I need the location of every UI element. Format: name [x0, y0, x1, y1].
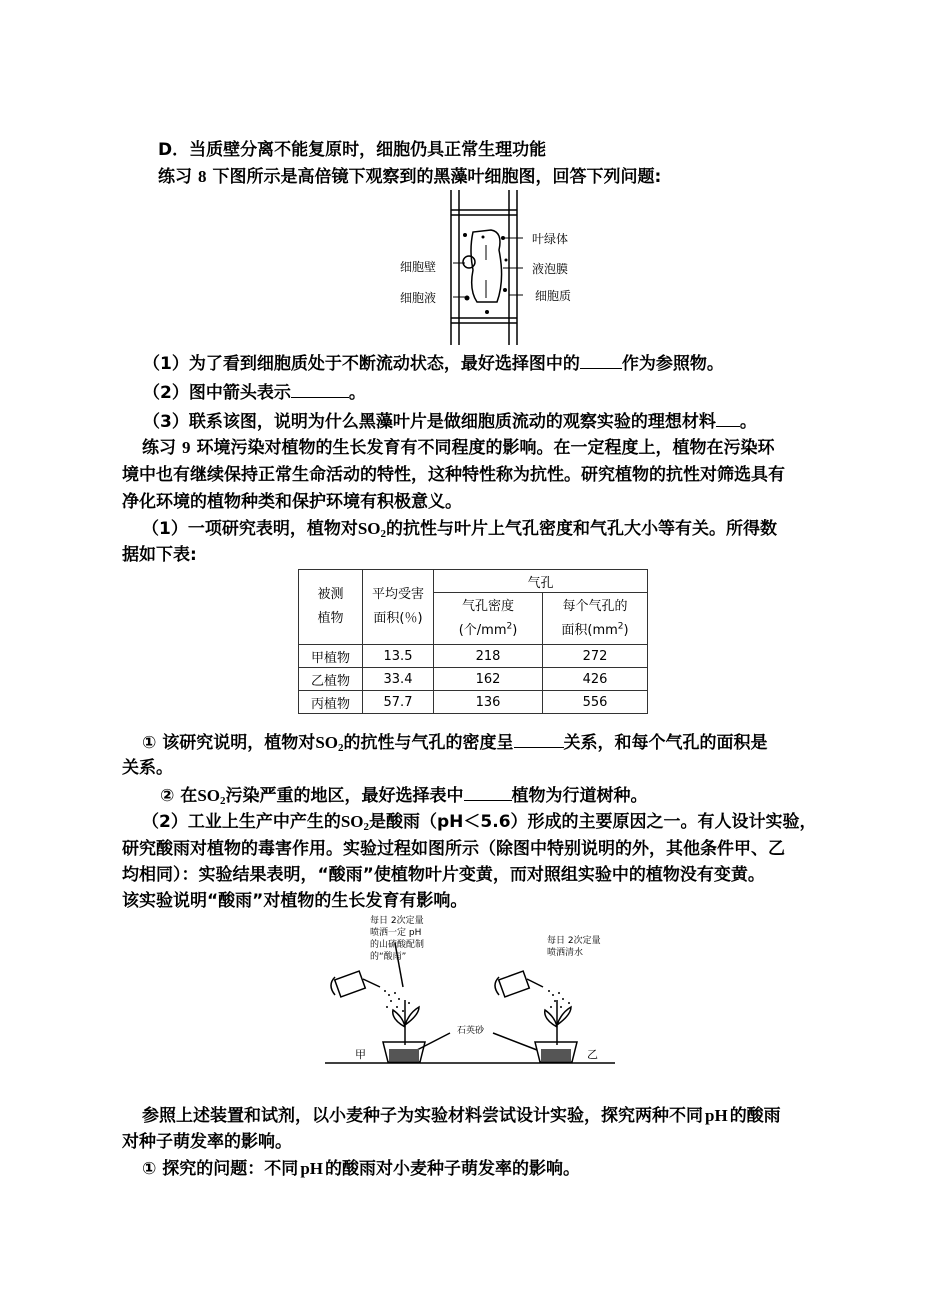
answer-blank[interactable] [291, 380, 349, 398]
exercise-number: 8 [198, 167, 207, 186]
label-cytoplasm: 细胞质 [535, 289, 572, 303]
text: 的酸雨 [729, 1106, 781, 1126]
exercise-number: 9 [182, 438, 191, 457]
text: 污染严重的地区，最好选择表中 [225, 786, 464, 806]
question-text: 为了看到细胞质处于不断流动状态，最好选择图中的 [188, 354, 580, 374]
conclusion-1-line-2: 关系。 [122, 758, 173, 778]
answer-blank[interactable] [514, 730, 564, 748]
question-text-end: 。 [739, 412, 757, 432]
so2-formula: SO [315, 733, 338, 752]
exercise-9-line-2: 境中也有继续保持正常生命活动的特性，这种特性称为抗性。研究植物的抗性对筛选具有 [122, 465, 785, 485]
text: 是酸雨（pH＜5.6）形成的主要原因之一。有人设计实验， [369, 812, 817, 832]
label-chloroplast: 叶绿体 [532, 232, 569, 246]
header-stomata: 气孔 [434, 570, 648, 593]
so2-formula: SO [340, 812, 364, 831]
conclusion-2 [160, 783, 648, 808]
subscript: 2 [338, 742, 344, 754]
exercise-text: 环境污染对植物的生长发育有不同程度的影响。在一定程度上，植物在污染环 [196, 438, 775, 458]
question-number: （3） [143, 412, 189, 432]
question-number: （2） [143, 383, 189, 403]
question-text: 图中箭头表示 [188, 383, 291, 403]
question-1 [143, 351, 724, 376]
text: ② 在 [160, 786, 198, 806]
label-b: 乙 [587, 1048, 598, 1061]
label-a: 甲 [355, 1048, 366, 1061]
subscript: 2 [363, 821, 370, 833]
part-2-line-1 [142, 810, 817, 834]
label-vacuole-membrane: 液泡膜 [532, 262, 569, 276]
answer-blank[interactable] [716, 409, 740, 427]
exercise-label: 练习 [142, 438, 176, 458]
text: 参照上述装置和试剂，以小麦种子为实验材料尝试设计实验，探究两种不同 [142, 1106, 703, 1126]
exercise-text: 下图所示是高倍镜下观察到的黑藻叶细胞图，回答下列问题: [212, 167, 662, 187]
question-2 [143, 380, 366, 405]
part-3-line-1 [142, 1104, 781, 1128]
conclusion-1-line-1 [142, 730, 768, 755]
subscript: 2 [220, 795, 226, 807]
part-1-line-1 [142, 517, 777, 541]
experiment-figure [325, 915, 615, 1065]
question-number: （1） [143, 354, 189, 374]
header-subject: 被测 植物 [299, 570, 363, 645]
header-density: 气孔密度 (个$/mm^2$) [434, 593, 543, 645]
exercise-8-heading [158, 165, 661, 189]
exercise-label: 练习 [158, 167, 192, 187]
option-d: D．当质壁分离不能复原时，细胞仍具正常生理功能 [158, 140, 547, 160]
question-3 [143, 409, 757, 434]
sand-label: 石英砂 [457, 1026, 485, 1036]
text: 的酸雨对小麦种子萌发率的影响。 [325, 1159, 580, 1179]
cell-figure [395, 190, 595, 345]
so2-formula: SO [357, 519, 381, 538]
conclusion-3 [142, 1157, 580, 1181]
label-cell-wall: 细胞壁 [400, 260, 437, 274]
part-2-line-3: 均相同）：实验结果表明，“酸雨”使植物叶片变黄，而对照组实验中的植物没有变黄。 [122, 865, 765, 885]
ph-label: pH [705, 1106, 728, 1125]
exercise-9-line-1 [142, 436, 775, 460]
text: （1）一项研究表明，植物对 [142, 519, 358, 539]
exercise-9-line-3: 净化环境的植物种类和保护环境有积极意义。 [122, 492, 462, 512]
question-text: 联系该图，说明为什么黑藻叶片是做细胞质流动的观察实验的理想材料 [188, 412, 716, 432]
text: ① 该研究说明，植物对 [142, 733, 316, 753]
text: 植物为行道树种。 [511, 786, 648, 806]
part-1-line-2: 据如下表: [122, 545, 197, 565]
text: （2）工业上生产中产生的 [142, 812, 341, 832]
left-note: 每日 2次定量 喷洒一定 pH 的山硫酸配制 的“酸雨” [370, 916, 425, 962]
text: 关系，和每个气孔的面积是 [563, 733, 768, 753]
label-cell-sap: 细胞液 [400, 291, 437, 305]
question-text-end: 作为参照物。 [621, 354, 724, 374]
table-row: 丙植物 57.7 136 556 [299, 691, 648, 714]
question-text-end: 。 [348, 383, 366, 403]
text: 的抗性与叶片上气孔密度和气孔大小等有关。所得数 [386, 519, 778, 539]
so2-formula: SO [197, 786, 220, 805]
header-size: 每个气孔的 面积$(mm^2)$ [543, 593, 648, 645]
table-row: 乙植物 33.4 162 426 [299, 668, 648, 691]
answer-blank[interactable] [580, 351, 622, 369]
answer-blank[interactable] [464, 783, 512, 801]
right-note: 每日 2次定量 喷洒清水 [547, 936, 601, 958]
part-2-line-2: 研究酸雨对植物的毒害作用。实验过程如图所示（除图中特别说明的外，其他条件甲、乙 [122, 839, 785, 859]
subscript: 2 [380, 528, 387, 540]
text: ① 探究的问题：不同 [142, 1159, 299, 1179]
header-damage-area: 平均受害 面积(％) [363, 570, 434, 645]
stomata-table [298, 569, 648, 714]
part-2-line-4: 该实验说明“酸雨”对植物的生长发育有影响。 [122, 891, 468, 911]
text: 的抗性与气孔的密度呈 [343, 733, 514, 753]
table-row: 甲植物 13.5 218 272 [299, 645, 648, 668]
ph-label: pH [300, 1159, 323, 1178]
part-3-line-2: 对种子萌发率的影响。 [122, 1132, 292, 1152]
